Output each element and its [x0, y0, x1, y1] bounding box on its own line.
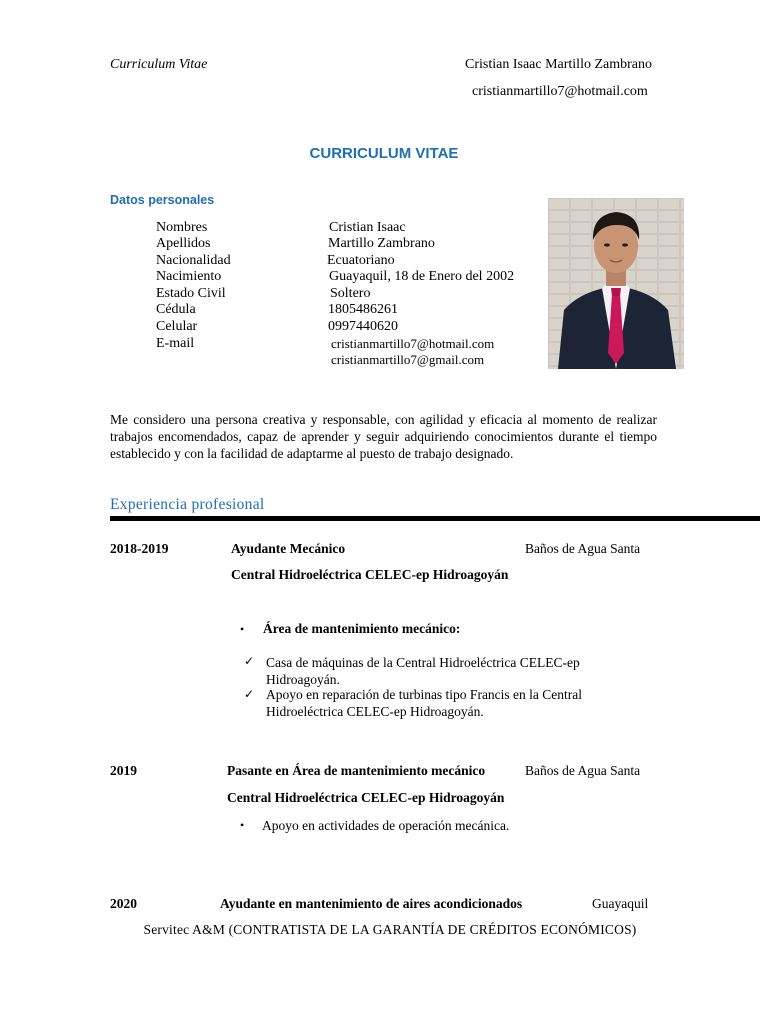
header-email: cristianmartillo7@hotmail.com [472, 84, 648, 99]
experience-heading: Experiencia profesional [110, 496, 265, 513]
job-role: Ayudante en mantenimiento de aires acondicionados [220, 896, 523, 911]
bullet-icon: • [240, 622, 245, 636]
personal-heading: Datos personales [110, 193, 215, 207]
profile-photo [548, 198, 684, 369]
job-years: 2020 [110, 896, 137, 911]
value-email: cristianmartillo7@hotmail.com [331, 336, 495, 351]
value-nombres: Cristian Isaac [329, 220, 406, 235]
label-celular: Celular [156, 319, 198, 334]
value-cedula: 1805486261 [328, 302, 398, 317]
job-years: 2018-2019 [110, 541, 169, 556]
job-company: Servitec A&M (CONTRATISTA DE LA GARANTÍA DE CRÉDITOS ECONÓMICOS) [143, 922, 637, 937]
value-nacionalidad: Ecuatoriano [327, 253, 395, 268]
label-email: E-mail [156, 336, 195, 351]
bullet-icon: • [240, 818, 245, 832]
header-doc-label: Curriculum Vitae [110, 57, 208, 72]
job-years: 2019 [110, 763, 137, 778]
job-item: Apoyo en reparación de turbinas tipo Francis en la Central Hidroeléctrica CELEC-ep Hidroagoyán. [266, 687, 583, 719]
check-icon: ✓ [244, 687, 255, 701]
label-nacimiento: Nacimiento [156, 269, 222, 284]
label-cedula: Cédula [156, 302, 196, 317]
job-item: Casa de máquinas de la Central Hidroeléctrica CELEC-ep Hidroagoyán. [266, 655, 580, 687]
job-item: Apoyo en actividades de operación mecánica. [262, 818, 510, 833]
job-role: Ayudante Mecánico [231, 541, 346, 556]
job-location: Guayaquil [592, 896, 649, 911]
header-name: Cristian Isaac Martillo Zambrano [465, 57, 652, 72]
profile-summary: Me considero una persona creativa y responsable, con agilidad y eficacia al momento de realizar trabajos encomendados, capaz de aprender y seguir adquiriendo conocimientos durante el tiempo establecido y con la facilidad de adaptarme al puesto de trabajo designado. [110, 412, 657, 461]
job-area: Área de mantenimiento mecánico: [263, 621, 461, 636]
label-estado-civil: Estado Civil [156, 286, 226, 301]
value-apellidos: Martillo Zambrano [328, 236, 435, 251]
check-icon: ✓ [244, 654, 255, 668]
value-nacimiento: Guayaquil, 18 de Enero del 2002 [329, 269, 515, 284]
job-role: Pasante en Área de mantenimiento mecánico [227, 763, 486, 778]
job-location: Baños de Agua Santa [525, 541, 641, 556]
job-location: Baños de Agua Santa [525, 763, 641, 778]
label-nacionalidad: Nacionalidad [156, 253, 231, 268]
job-company: Central Hidroeléctrica CELEC-ep Hidroagoyán [227, 790, 505, 805]
job-company: Central Hidroeléctrica CELEC-ep Hidroagoyán [231, 567, 509, 582]
value-estado-civil: Soltero [330, 286, 371, 301]
label-apellidos: Apellidos [156, 236, 211, 251]
page-title: CURRICULUM VITAE [309, 145, 459, 162]
value-email-2: cristianmartillo7@gmail.com [331, 352, 485, 367]
label-nombres: Nombres [156, 220, 208, 235]
value-celular: 0997440620 [328, 319, 398, 334]
section-divider [110, 516, 760, 521]
